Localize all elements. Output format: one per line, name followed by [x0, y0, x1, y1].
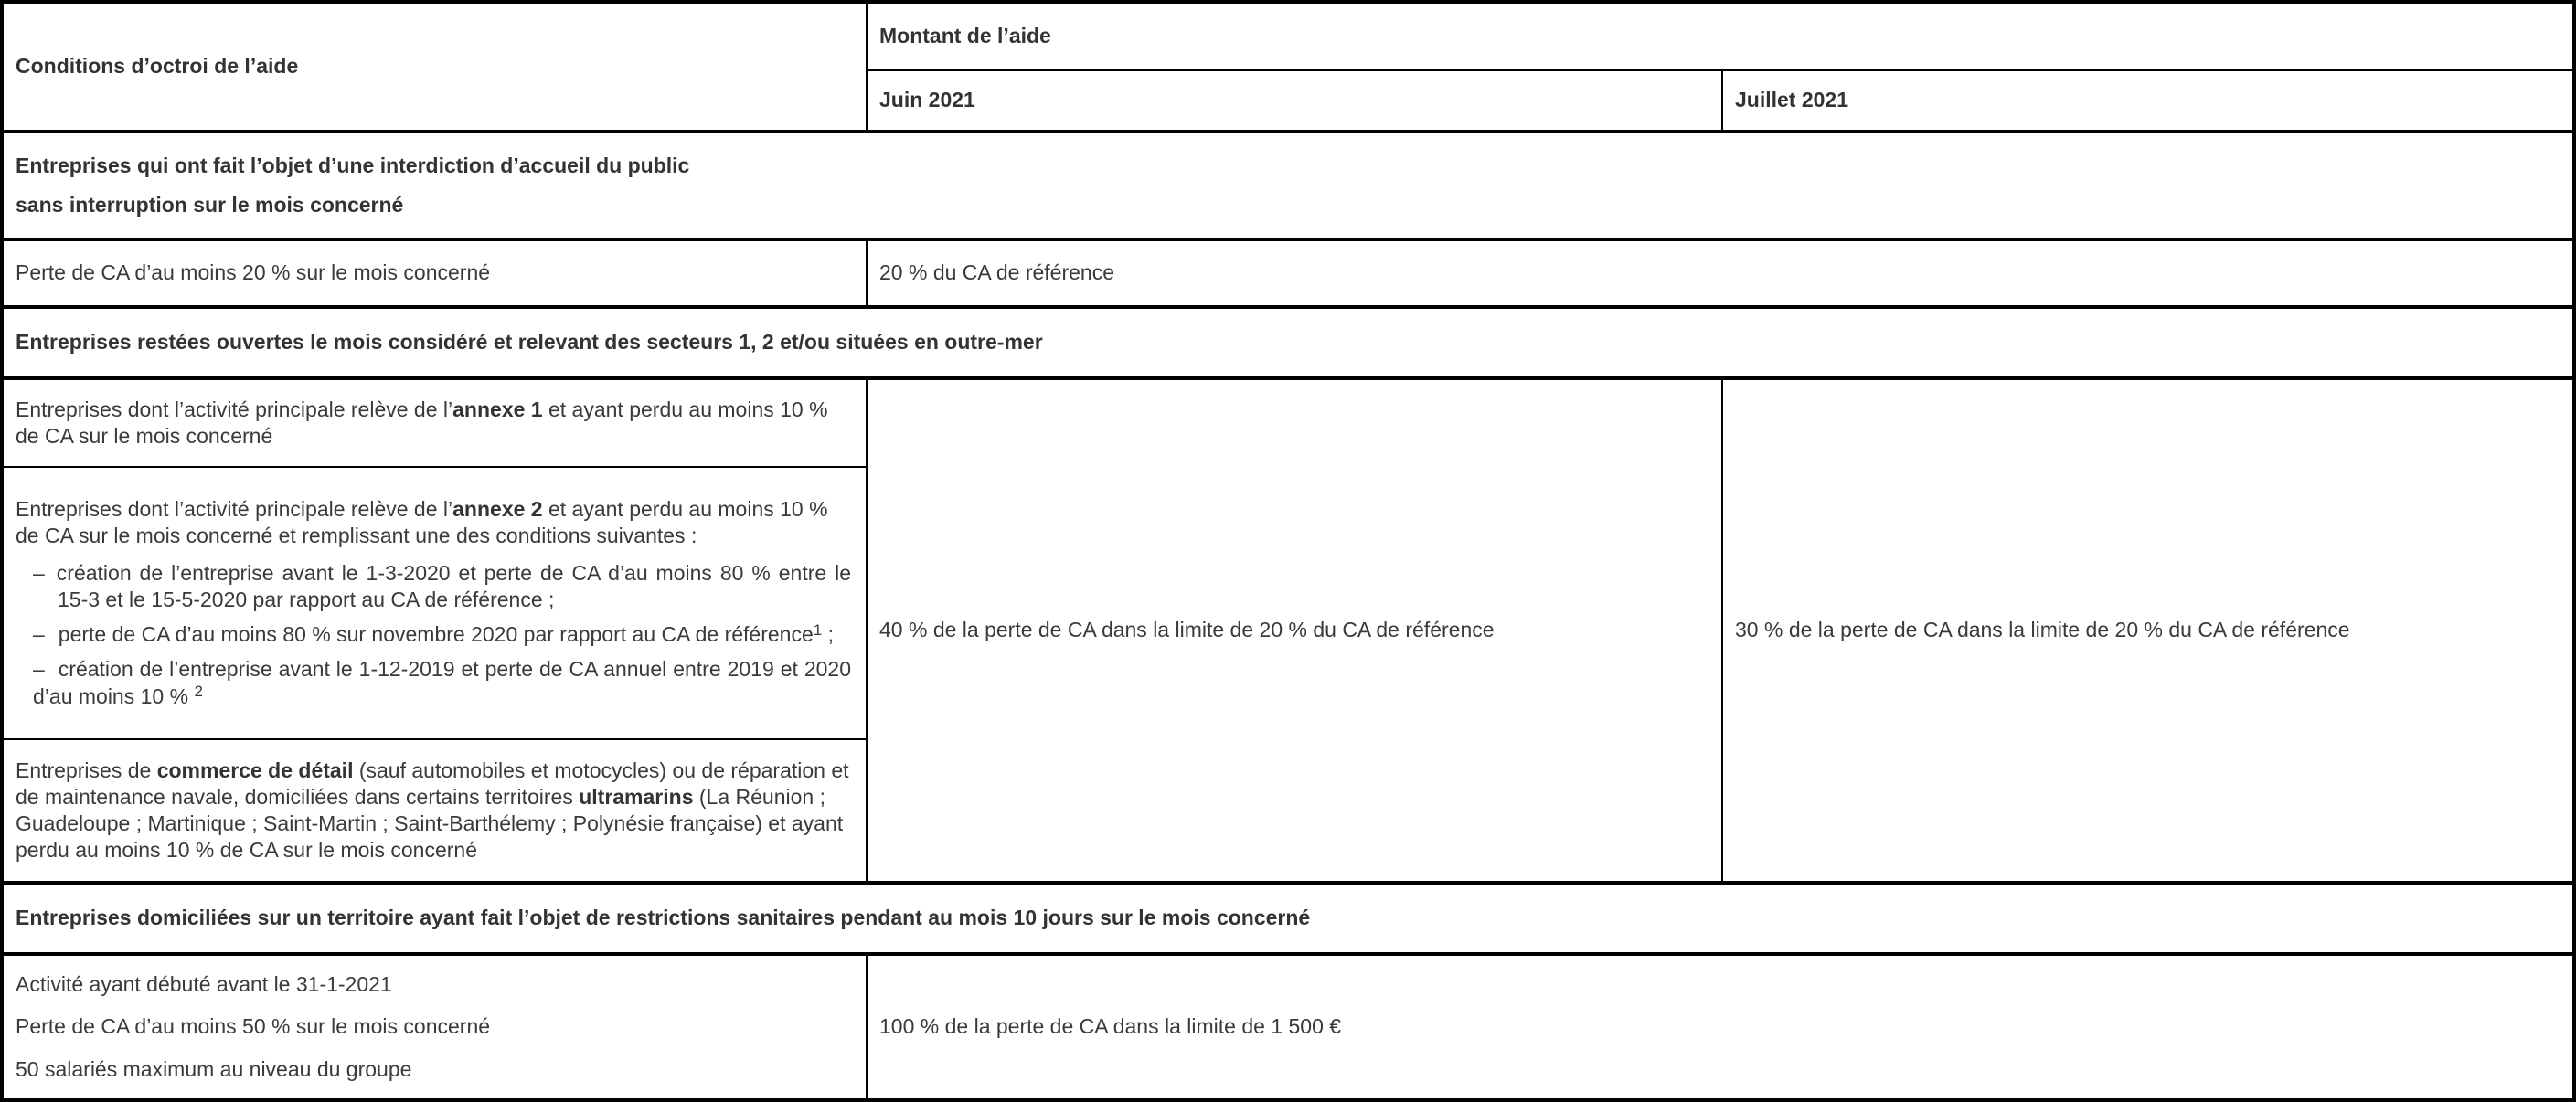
- header-juillet-cell: [1722, 70, 2574, 132]
- section3-title-row: [2, 883, 2574, 954]
- section2-annexe1-row: [2, 378, 2574, 467]
- annexe2-bullet-list: [33, 560, 851, 710]
- header-row-1: [2, 2, 2574, 70]
- header-conditions-cell: [2, 2, 867, 132]
- bullet-dash: –: [33, 560, 45, 585]
- section1-montant-cell: [867, 239, 2574, 307]
- annexe2-bullet-1-text: création de l’entreprise avant le 1-3-2020 et perte de CA d’au moins 80 % entre le 15-3 et le 15-5-2020 par rapport au CA de référence ;: [56, 560, 851, 611]
- header-juillet-label: Juillet 2021: [1735, 88, 1849, 112]
- bullet-dash: –: [33, 622, 45, 647]
- annexe2-cell: [2, 467, 867, 739]
- commerce-text: Entreprises de commerce de détail (sauf automobiles et motocycles) ou de réparation et de maintenance navale, domiciliées dans certains territoires ultramarins (La Réunion ; Guadeloupe ; Martinique ; Saint-Martin ; Saint-Barthélemy ; Polynésie française) et ayant perdu au moins 10 % de CA sur le mois concerné: [16, 758, 849, 863]
- annexe1-cell: [2, 378, 867, 467]
- section3-condition-2: Perte de CA d’au moins 50 % sur le mois concerné: [16, 1014, 491, 1039]
- header-juin-cell: [867, 70, 1722, 132]
- annexe2-bullet-2-text: perte de CA d’au moins 80 % sur novembre 2020 par rapport au CA de référence$^1$ ;: [58, 620, 834, 647]
- section1-title: [16, 153, 2558, 218]
- section3-conditions-cell: [2, 954, 867, 1100]
- montant-juin-text: 40 % de la perte de CA dans la limite de 20 % du CA de référence: [879, 618, 1495, 642]
- commerce-cell: [2, 739, 867, 883]
- section1-condition-cell: [2, 239, 867, 307]
- section3-title-cell: [2, 883, 2574, 954]
- annexe2-intro: Entreprises dont l’activité principale relève de l’annexe 2 et ayant perdu au moins 10 % de CA sur le mois concerné et remplissant une des conditions suivantes :: [16, 497, 828, 548]
- section1-montant-text: 20 % du CA de référence: [879, 260, 1114, 285]
- section1-title-cell: [2, 132, 2574, 239]
- header-conditions-label: Conditions d’octroi de l’aide: [16, 54, 299, 79]
- bullet-dash: –: [33, 657, 45, 682]
- section1-condition-text: Perte de CA d’au moins 20 % sur le mois concerné: [16, 260, 491, 285]
- section3-condition-1: Activité ayant débuté avant le 31-1-2021: [16, 972, 392, 997]
- annexe2-bullet-3-text: création de l’entreprise avant le 1-12-2019 et perte de CA annuel entre 2019 et 2020 d’au moins 10 % $^2$: [33, 657, 851, 708]
- section3-montant-cell: [867, 954, 2574, 1100]
- section3-condition-3: 50 salariés maximum au niveau du groupe: [16, 1056, 412, 1081]
- section2-title-cell: [2, 307, 2574, 378]
- section1-title-row: [2, 132, 2574, 239]
- section2-title: Entreprises restées ouvertes le mois considéré et relevant des secteurs 1, 2 et/ou situées en outre-mer: [16, 330, 1043, 355]
- header-juin-label: Juin 2021: [879, 88, 975, 112]
- section2-title-row: [2, 307, 2574, 378]
- section1-data-row: [2, 239, 2574, 307]
- header-montant-cell: [867, 2, 2574, 70]
- montant-juin-cell: [867, 378, 1722, 883]
- section3-data-row: [2, 954, 2574, 1100]
- annexe2-bullet-3: [33, 656, 851, 709]
- annexe2-bullet-2: [33, 621, 851, 648]
- section3-title: Entreprises domiciliées sur un territoire ayant fait l’objet de restrictions sanitaires pendant au mois 10 jours sur le mois concerné: [16, 906, 1311, 930]
- annexe2-bullet-1: [33, 560, 851, 613]
- section1-title-line1: Entreprises qui ont fait l’objet d’une interdiction d’accueil du public: [16, 153, 690, 177]
- header-montant-label: Montant de l’aide: [879, 24, 1051, 48]
- annexe1-text: Entreprises dont l’activité principale relève de l’annexe 1 et ayant perdu au moins 10 % de CA sur le mois concerné: [16, 397, 828, 448]
- section1-title-line2: sans interruption sur le mois concerné: [16, 193, 404, 217]
- montant-juillet-cell: [1722, 378, 2574, 883]
- section3-montant-text: 100 % de la perte de CA dans la limite de 1 500 €: [879, 1014, 1342, 1039]
- montant-juillet-text: 30 % de la perte de CA dans la limite de 20 % du CA de référence: [1735, 618, 2350, 642]
- section3-conditions: [16, 971, 851, 1083]
